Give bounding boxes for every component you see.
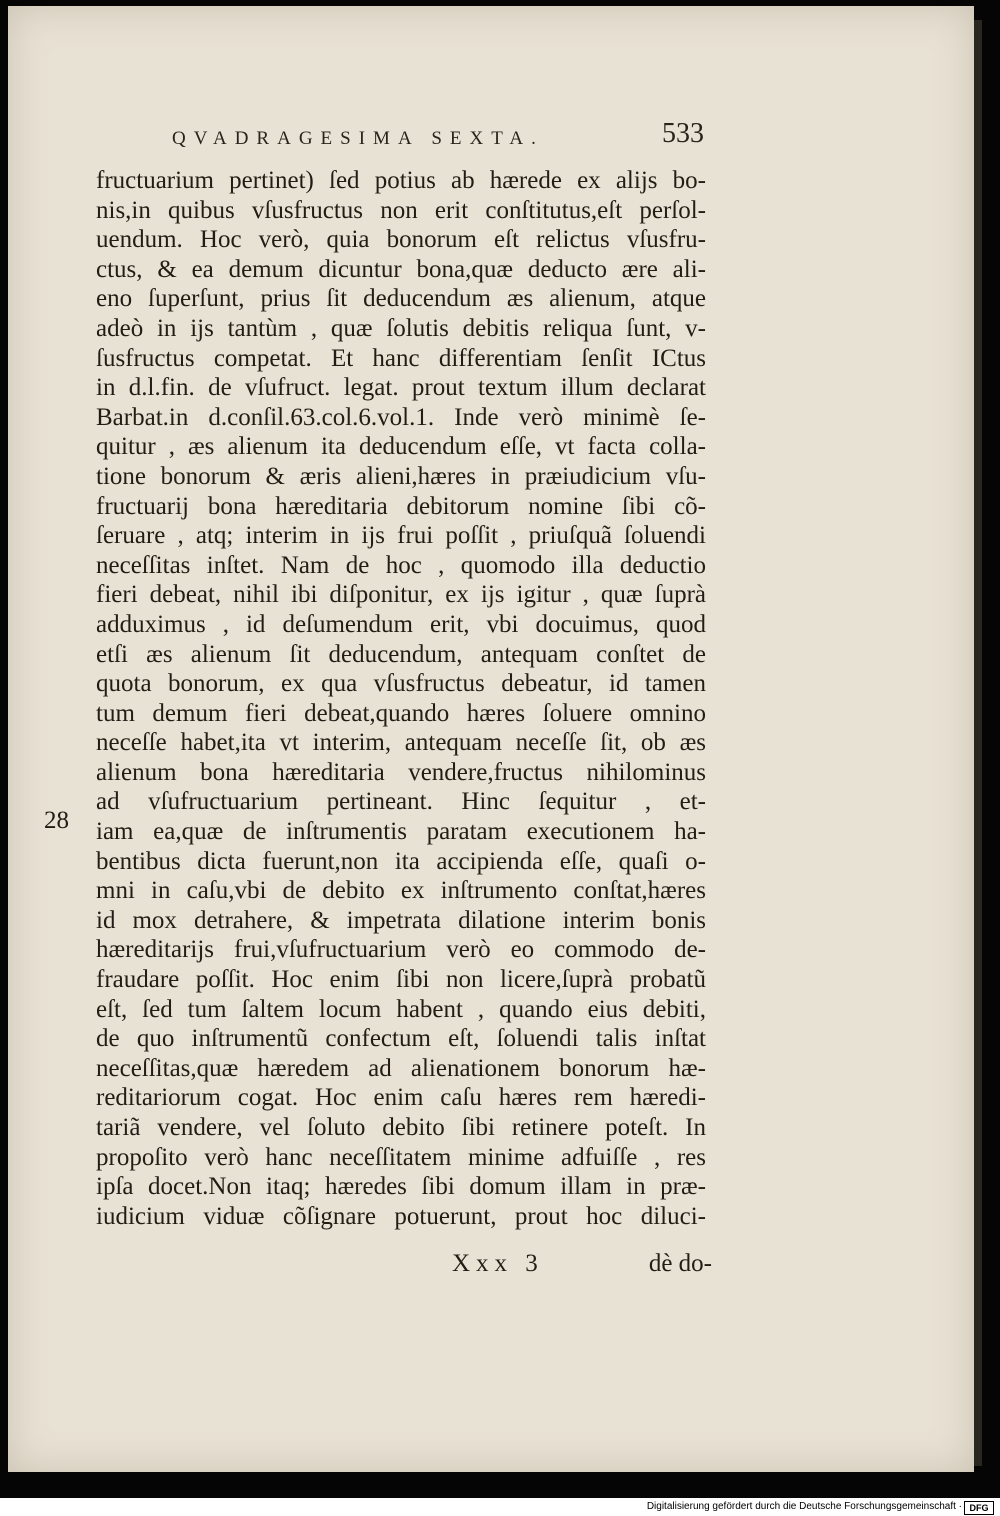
text-line: uendum. Hoc verò, quia bonorum eſt relictus vſusfru- [96,226,706,254]
text-line: id mox detrahere, & impetrata dilatione interim bonis [96,906,706,934]
text-line: etſi æs alienum ſit deducendum, antequam conſtet de [96,640,706,668]
text-line: tione bonorum & æris alieni,hæres in præiudicium vſu- [96,462,706,490]
text-line: fraudare poſſit. Hoc enim ſibi non licere,ſuprà probatũ [96,966,706,994]
text-line: fructuarium pertinet) ſed potius ab hærede ex alijs bo- [96,167,706,194]
text-line: ad vſufructuarium pertineant. Hinc ſequitur , et- [96,788,706,816]
text-line: fieri debeat, nihil ibi diſponitur, ex ijs igitur , quæ ſuprà [96,581,706,609]
text-line: tum demum fieri debeat,quando hæres ſoluere omnino [96,699,706,727]
text-line: eno ſuperſunt, prius ſit deducendum æs alienum, atque [96,285,706,313]
body-text [96,166,706,1231]
text-line: ipſa docet.Non itaq; hæredes ſibi domum illam in præ- [96,1173,706,1201]
text-line: reditariorum cogat. Hoc enim caſu hæres rem hæredi- [96,1084,706,1112]
text-line: neceſſitas,quæ hæredem ad alienationem bonorum hæ- [96,1054,706,1082]
text-line: ſusfructus competat. Et hanc differentiam ſenſit ICtus [96,344,706,372]
text-line: iudicium viduæ cõſignare potuerunt, prout hoc diluci- [96,1202,706,1230]
text-line: hæreditarijs frui,vſufructuarium verò eo commodo de- [96,936,706,964]
signature-mark: Xxx 3 [452,1250,544,1277]
text-line: adduximus , id deſumendum erit, vbi docuimus, quod [96,610,706,638]
text-line: fructuarij bona hæreditaria debitorum nomine ſibi cõ- [96,492,706,520]
text-line: neceſſe habet,ita vt interim, antequam neceſſe ſit, ob æs [96,729,706,757]
text-line: neceſſitas inſtet. Nam de hoc , quomodo illa deductio [96,551,706,579]
text-line: quitur , æs alienum ita deducendum eſſe, vt facta colla- [96,433,706,461]
dfg-logo: DFG [964,1501,994,1515]
text-line: adeò in ijs tantùm , quæ ſolutis debitis reliqua ſunt, v- [96,314,706,342]
text-line: alienum bona hæreditaria vendere,fructus nihilominus [96,758,706,786]
text-line: eſt, ſed tum ſaltem locum habent , quando eius debiti, [96,995,706,1023]
text-line: in d.l.fin. de vſufruct. legat. prout textum illum declarat [96,374,706,402]
credit-text: Digitalisierung gefördert durch die Deutsche Forschungsgemeinschaft · [646,1501,962,1512]
text-line: ctus, & ea demum dicuntur bona,quæ deducto ære ali- [96,255,706,283]
text-line: bentibus dicta fuerunt,non ita accipienda eſſe, quaſi o- [96,847,706,875]
text-line: propoſito verò hanc neceſſitatem minime adfuiſſe , res [96,1143,706,1171]
text-line: ſeruare , atq; interim in ijs frui poſſit , priuſquã ſoluendi [96,522,706,550]
text-line: quota bonorum, ex qua vſusfructus debeatur, id tamen [96,670,706,698]
text-line: mni in caſu,vbi de debito ex inſtrumento conſtat,hæres [96,877,706,905]
marginal-number: 28 [44,807,69,834]
text-line: iam ea,quæ de inſtrumentis paratam executionem ha- [96,818,706,846]
text-line: Barbat.in d.conſil.63.col.6.vol.1. Inde verò minimè ſe- [96,403,706,431]
catchword: dè do- [648,1250,712,1277]
running-head: QVADRAGESIMA SEXTA. [172,128,544,149]
page-edge [974,20,982,1466]
page-number: 533 [662,118,704,149]
text-line: tariã vendere, vel ſoluto debito ſibi retinere poteſt. In [96,1114,706,1141]
text-line: nis,in quibus vſusfructus non erit conſtitutus,eſt perſol- [96,196,706,224]
text-line: de quo inſtrumentũ confectum eſt, ſoluendi talis inſtat [96,1025,706,1053]
